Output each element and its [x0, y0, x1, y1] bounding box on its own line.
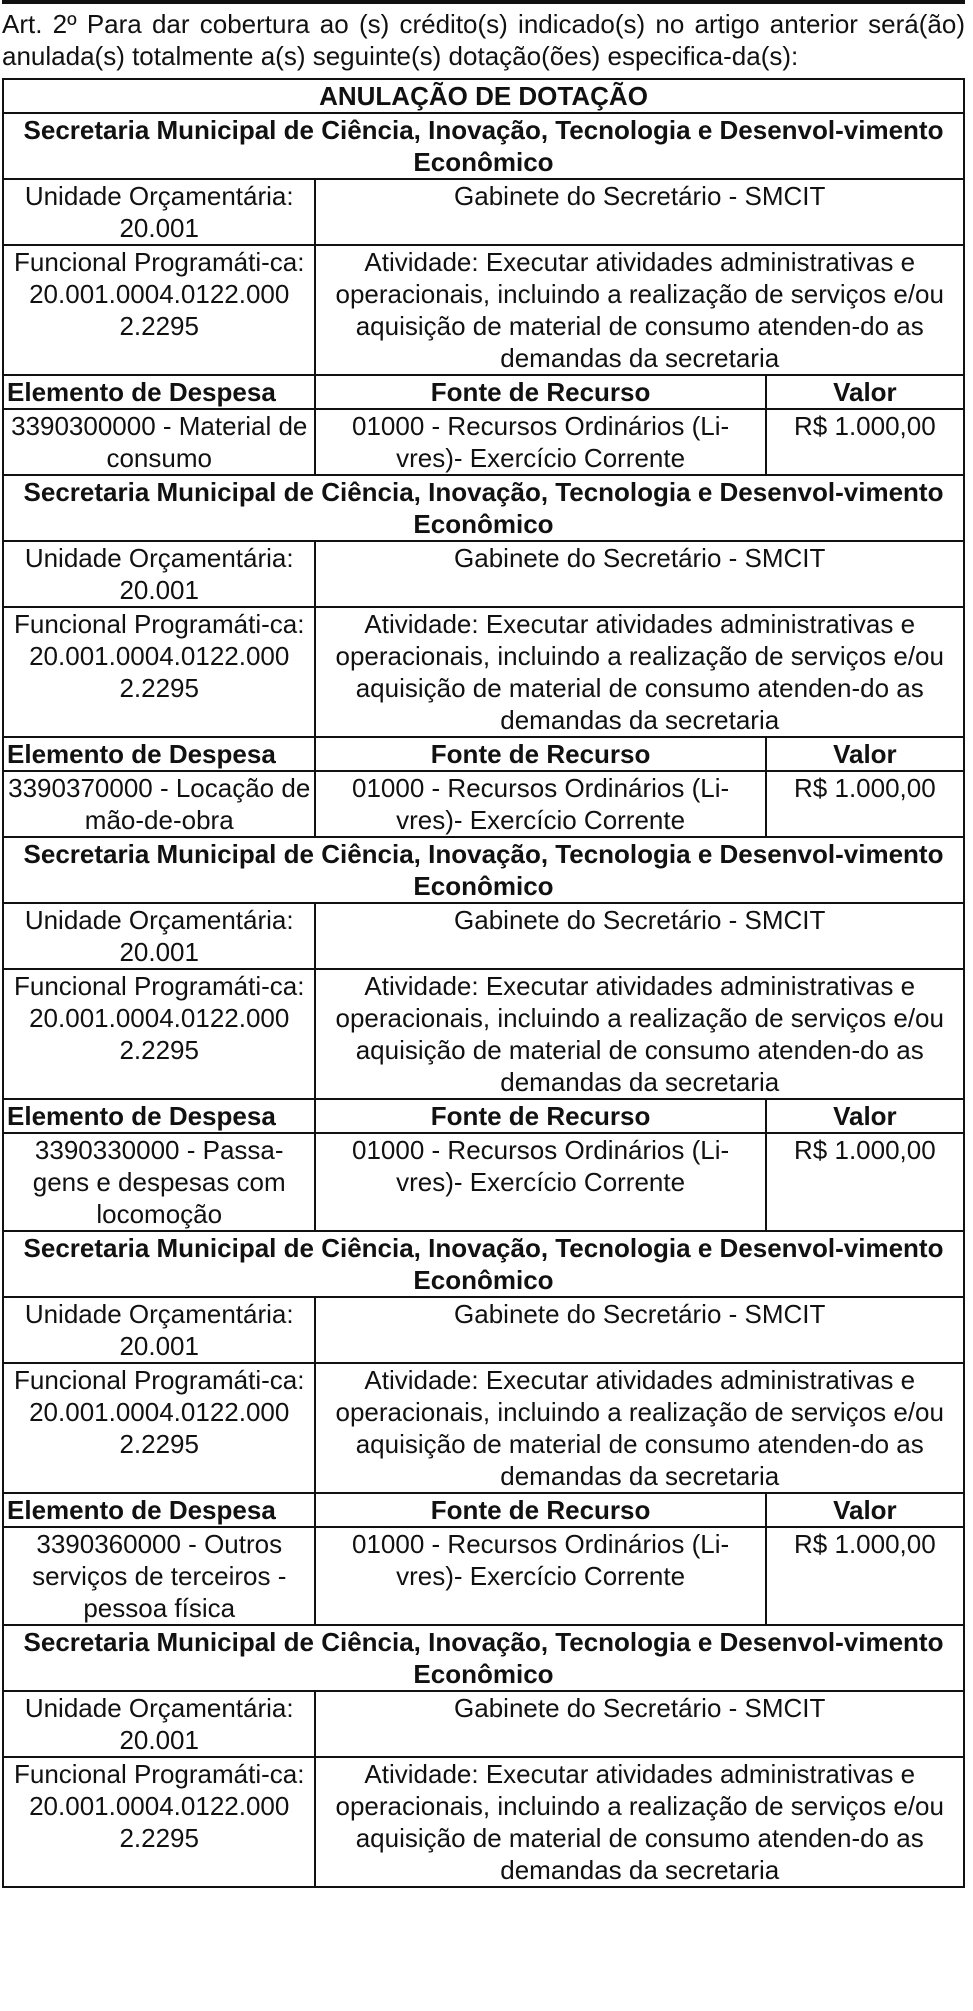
elemento-cell: 3390360000 - Outros serviços de terceiros - pessoa física: [3, 1527, 315, 1625]
secretaria-title: Secretaria Municipal de Ciência, Inovação, Tecnologia e Desenvol-vimento Econômico: [3, 1625, 964, 1691]
funcional-label: Funcional Programáti-ca: 20.001.0004.0122.000 2.2295: [3, 969, 315, 1099]
unidade-label: Unidade Orçamentária: 20.001: [3, 1691, 315, 1757]
unidade-row: [3, 1297, 964, 1363]
header-row: [3, 1493, 964, 1527]
fonte-cell: 01000 - Recursos Ordinários (Li-vres)- Exercício Corrente: [315, 1527, 765, 1625]
header-valor: Valor: [766, 737, 964, 771]
header-fonte: Fonte de Recurso: [315, 1493, 765, 1527]
funcional-value: Atividade: Executar atividades administrativas e operacionais, incluindo a realização de serviços e/ou aquisição de material de consumo atenden-do as demandas da secretaria: [315, 1363, 964, 1493]
secretaria-row: [3, 837, 964, 903]
funcional-row: [3, 969, 964, 1099]
secretaria-title: Secretaria Municipal de Ciência, Inovação, Tecnologia e Desenvol-vimento Econômico: [3, 1231, 964, 1297]
unidade-value: Gabinete do Secretário - SMCIT: [315, 903, 964, 969]
unidade-row: [3, 1691, 964, 1757]
funcional-value: Atividade: Executar atividades administrativas e operacionais, incluindo a realização de serviços e/ou aquisição de material de consumo atenden-do as demandas da secretaria: [315, 1757, 964, 1887]
unidade-value: Gabinete do Secretário - SMCIT: [315, 541, 964, 607]
valor-cell: R$ 1.000,00: [766, 771, 964, 837]
table-row: [3, 1133, 964, 1231]
funcional-row: [3, 1363, 964, 1493]
funcional-row: [3, 1757, 964, 1887]
unidade-label: Unidade Orçamentária: 20.001: [3, 1297, 315, 1363]
header-row: [3, 375, 964, 409]
funcional-value: Atividade: Executar atividades administrativas e operacionais, incluindo a realização de serviços e/ou aquisição de material de consumo atenden-do as demandas da secretaria: [315, 607, 964, 737]
header-row: [3, 1099, 964, 1133]
elemento-cell: 3390330000 - Passa-gens e despesas com locomoção: [3, 1133, 315, 1231]
funcional-row: [3, 607, 964, 737]
valor-cell: R$ 1.000,00: [766, 409, 964, 475]
table-row: [3, 1527, 964, 1625]
header-fonte: Fonte de Recurso: [315, 375, 765, 409]
funcional-value: Atividade: Executar atividades administrativas e operacionais, incluindo a realização de serviços e/ou aquisição de material de consumo atenden-do as demandas da secretaria: [315, 245, 964, 375]
unidade-row: [3, 179, 964, 245]
valor-cell: R$ 1.000,00: [766, 1527, 964, 1625]
table-row: [3, 409, 964, 475]
unidade-row: [3, 903, 964, 969]
funcional-label: Funcional Programáti-ca: 20.001.0004.0122.000 2.2295: [3, 245, 315, 375]
unidade-label: Unidade Orçamentária: 20.001: [3, 541, 315, 607]
header-valor: Valor: [766, 1493, 964, 1527]
funcional-label: Funcional Programáti-ca: 20.001.0004.0122.000 2.2295: [3, 607, 315, 737]
secretaria-row: [3, 113, 964, 179]
valor-cell: R$ 1.000,00: [766, 1133, 964, 1231]
header-elemento: Elemento de Despesa: [3, 737, 315, 771]
funcional-value: Atividade: Executar atividades administrativas e operacionais, incluindo a realização de serviços e/ou aquisição de material de consumo atenden-do as demandas da secretaria: [315, 969, 964, 1099]
header-row: [3, 737, 964, 771]
unidade-value: Gabinete do Secretário - SMCIT: [315, 179, 964, 245]
funcional-label: Funcional Programáti-ca: 20.001.0004.0122.000 2.2295: [3, 1363, 315, 1493]
header-fonte: Fonte de Recurso: [315, 1099, 765, 1133]
unidade-row: [3, 541, 964, 607]
header-elemento: Elemento de Despesa: [3, 375, 315, 409]
unidade-label: Unidade Orçamentária: 20.001: [3, 179, 315, 245]
unidade-label: Unidade Orçamentária: 20.001: [3, 903, 315, 969]
secretaria-title: Secretaria Municipal de Ciência, Inovação, Tecnologia e Desenvol-vimento Econômico: [3, 475, 964, 541]
fonte-cell: 01000 - Recursos Ordinários (Li-vres)- Exercício Corrente: [315, 409, 765, 475]
secretaria-title: Secretaria Municipal de Ciência, Inovação, Tecnologia e Desenvol-vimento Econômico: [3, 113, 964, 179]
secretaria-row: [3, 1231, 964, 1297]
secretaria-row: [3, 1625, 964, 1691]
header-fonte: Fonte de Recurso: [315, 737, 765, 771]
header-valor: Valor: [766, 375, 964, 409]
header-elemento: Elemento de Despesa: [3, 1493, 315, 1527]
header-elemento: Elemento de Despesa: [3, 1099, 315, 1133]
table-title: ANULAÇÃO DE DOTAÇÃO: [3, 79, 964, 113]
article-paragraph: Art. 2º Para dar cobertura ao (s) crédito(s) indicado(s) no artigo anterior será(ão) anulada(s) totalmente a(s) seguinte(s) dotação(ões) especifica-da(s):: [2, 9, 965, 71]
elemento-cell: 3390300000 - Material de consumo: [3, 409, 315, 475]
funcional-row: [3, 245, 964, 375]
top-divider: [2, 0, 965, 4]
table-row: [3, 771, 964, 837]
secretaria-row: [3, 475, 964, 541]
fonte-cell: 01000 - Recursos Ordinários (Li-vres)- Exercício Corrente: [315, 771, 765, 837]
anulacao-table: [2, 78, 965, 1888]
header-valor: Valor: [766, 1099, 964, 1133]
elemento-cell: 3390370000 - Locação de mão-de-obra: [3, 771, 315, 837]
funcional-label: Funcional Programáti-ca: 20.001.0004.0122.000 2.2295: [3, 1757, 315, 1887]
unidade-value: Gabinete do Secretário - SMCIT: [315, 1691, 964, 1757]
table-title-row: [3, 79, 964, 113]
fonte-cell: 01000 - Recursos Ordinários (Li-vres)- Exercício Corrente: [315, 1133, 765, 1231]
unidade-value: Gabinete do Secretário - SMCIT: [315, 1297, 964, 1363]
secretaria-title: Secretaria Municipal de Ciência, Inovação, Tecnologia e Desenvol-vimento Econômico: [3, 837, 964, 903]
